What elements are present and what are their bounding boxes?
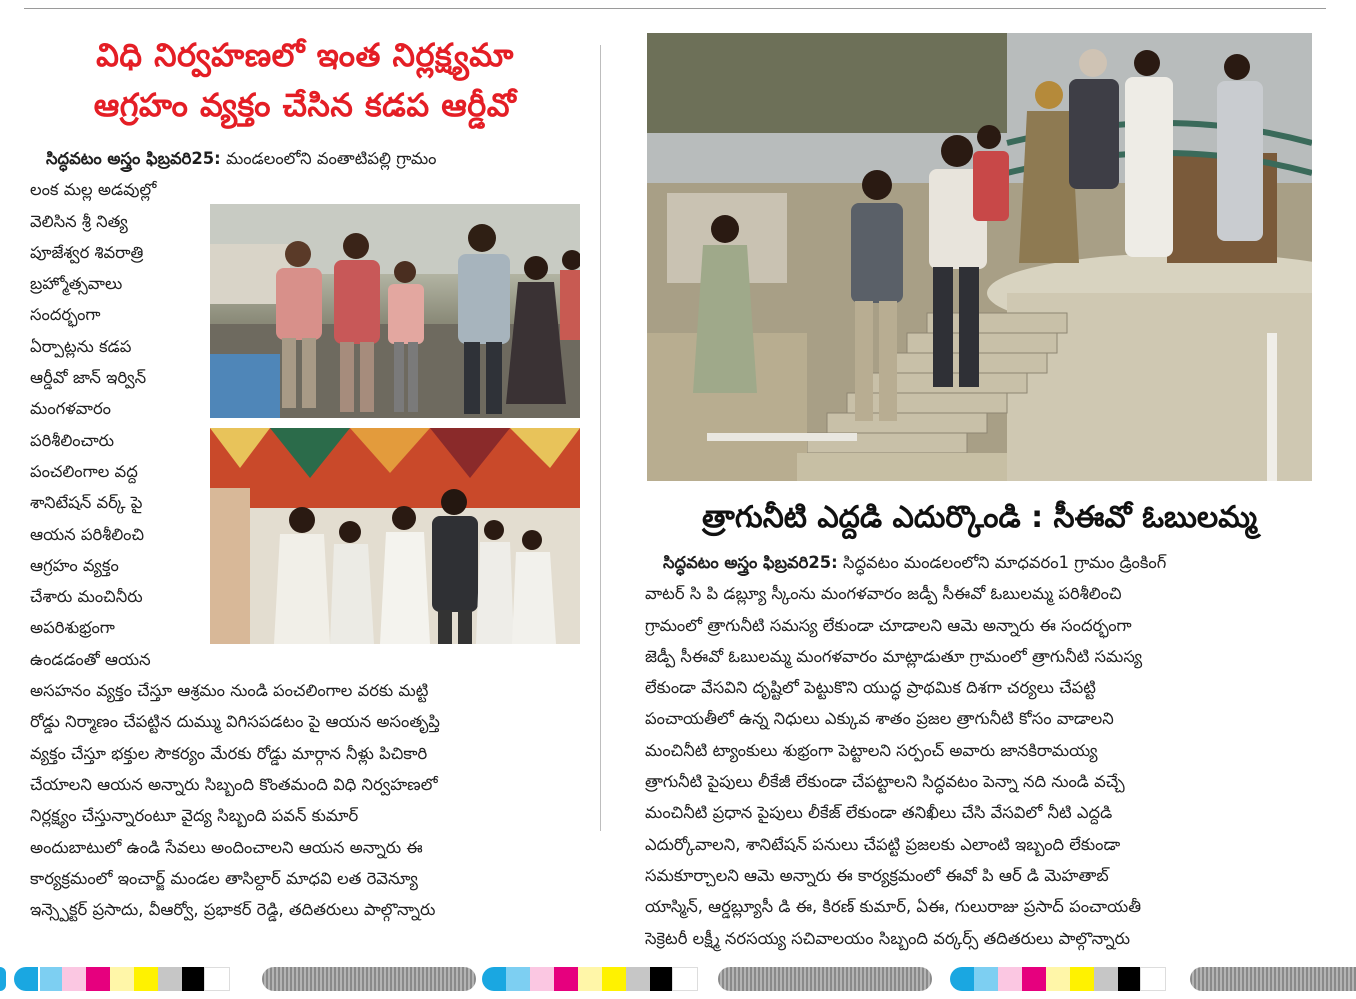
right-article-headline: త్రాగునీటి ఎద్దడి ఎదుర్కొండి : సీఈవో ఓబులమ్మ	[702, 500, 1257, 535]
left-body-line: సందర్భంగా	[30, 305, 101, 325]
left-body-line: ఆర్డీవో జాన్ ఇర్విన్	[30, 368, 147, 388]
right-body-line: పంచాయతీలో ఉన్న నిధులు ఎక్కువ శాతం ప్రజల త్రాగునీటి కోసం వాడాలని	[645, 709, 1114, 729]
right-body-line: యాస్మిన్, ఆర్డబ్ల్యూసీ డి ఈ, కిరణ్ కుమార్, ఏఈ, గులురాజు ప్రసాద్ పంచాయతీ	[645, 897, 1142, 917]
right-body-line: ఎదుర్కోవాలని, శానిటేషన్ పనులు చేపట్టి ప్రజలకు ఎలాంటి ఇబ్బంది లేకుండా	[645, 834, 1121, 854]
right-body-line: లేకుండా వేసవిని దృష్టిలో పెట్టుకొని యుద్ధ ప్రాథమిక దిశగా చర్యలు చేపట్టి	[645, 678, 1096, 698]
registration-swatch	[626, 967, 650, 991]
registration-swatch	[672, 967, 698, 991]
right-body-line: త్రాగునీటి పైపులు లీకేజీ లేకుండా చేపట్టాలని సిద్ధవటం పెన్నా నది నుండి వచ్చే	[645, 772, 1125, 792]
left-headline-line-1: విధి నిర్వహణలో ఇంత నిర్లక్ష్యమా	[96, 36, 514, 74]
registration-swatch	[204, 967, 230, 991]
registration-swatch	[650, 967, 672, 991]
left-body-line: ఉండడంతో ఆయన	[30, 649, 151, 669]
right-body-line: మంచినీటి ప్రధాన పైపులు లీకేజ్ లేకుండా తనిఖీలు చేసి వేసవిలో నీటి ఎద్దడి	[645, 803, 1113, 823]
left-body-line: శానిటేషన్ వర్క్ పై	[30, 493, 143, 513]
left-body-line: పంచలింగాల వద్ద	[30, 461, 138, 481]
left-body-line: మంగళవారం	[30, 399, 111, 419]
registration-swatch	[506, 967, 530, 991]
left-body-line: ఆయన పరిశీలించి	[30, 524, 145, 544]
left-body-line: వ్యక్తం చేస్తూ భక్తుల సౌకర్యం మేరకు రోడ్డు మార్గాన నీళ్లు పిచికారి	[30, 743, 428, 763]
registration-swatch	[1140, 967, 1166, 991]
right-body-line: జెడ్పీ సీఈవో ఓబులమ్మ మంగళవారం మాట్లాడుతూ గ్రామంలో త్రాగునీటి సమస్య	[645, 646, 1143, 666]
right-body-line: వాటర్ సి పి డబ్ల్యూ స్కీంను మంగళవారం జడ్పీ సీఈవో ఓబులమ్మ పరిశీలించి	[645, 584, 1122, 604]
left-body-line: చేయాలని ఆయన అన్నారు సిబ్బంది కొంతమంది విధి నిర్వహణలో	[30, 774, 438, 794]
registration-swatch	[110, 967, 134, 991]
left-body-line: నిర్లక్ష్యం చేస్తున్నారంటూ వైద్య సిబ్బంది పవన్ కుమార్	[30, 806, 359, 826]
registration-swatch	[1070, 967, 1094, 991]
registration-gray-strip	[718, 967, 932, 991]
right-body-line: సెక్రెటరీ లక్ష్మీ నరసయ్య సచివాలయం సిబ్బంది వర్కర్స్ తదితరులు పాల్గొన్నారు	[645, 928, 1131, 948]
registration-swatch	[62, 967, 86, 991]
water-tank-photo-illustration	[647, 33, 1312, 481]
registration-swatch	[530, 967, 554, 991]
left-body-line: వెలిసిన శ్రీ నిత్య	[30, 211, 128, 231]
inspection-photo-1-illustration	[210, 204, 580, 418]
right-body-first-line	[645, 547, 1313, 578]
left-first-line-text: మండలంలోని వంతాటిపల్లి గ్రామం	[220, 149, 437, 168]
registration-swatch	[86, 967, 110, 991]
registration-swatch	[1118, 967, 1140, 991]
medical-camp-photo-illustration	[210, 428, 580, 644]
registration-swatch	[554, 967, 578, 991]
left-body-line: చేశారు మంచినీరు	[30, 587, 143, 607]
right-first-line-text: సిద్ధవటం మండలంలోని మాధవరం1 గ్రామం డ్రింకింగ్	[837, 553, 1167, 572]
registration-swatch	[578, 967, 602, 991]
right-body-line: సమకూర్చాలని ఆమె అన్నారు ఈ కార్యక్రమంలో ఈవో పి ఆర్ డి మెహతాబ్	[645, 865, 1109, 885]
left-body-line: పూజేశ్వర శివరాత్రి	[30, 242, 144, 262]
left-body-line: ఏర్పాట్లను కడప	[30, 336, 132, 356]
left-body-line: అందుబాటులో ఉండి సేవలు అందించాలని ఆయన అన్నారు ఈ	[30, 837, 423, 857]
left-body-line: పరిశీలించారు	[30, 430, 115, 450]
water-tank-inspection-photo	[647, 33, 1312, 481]
left-body-line: ఇన్స్పెక్టర్ ప్రసాదు, వీఆర్వో, ప్రభాకర్ రెడ్డి, తదితరులు పాల్గొన్నారు	[30, 900, 436, 920]
top-rule	[24, 8, 1326, 9]
registration-swatch	[1094, 967, 1118, 991]
registration-swatch	[158, 967, 182, 991]
left-body-first-line	[30, 143, 590, 174]
registration-swatch	[134, 967, 158, 991]
color-registration-bar	[0, 967, 1356, 991]
left-body-line: రోడ్డు నిర్మాణం చేపట్టిన దుమ్ము విగిసపడటం పై ఆయన అసంతృప్తి	[30, 712, 440, 732]
left-body-line: లంక మల్ల అడవుల్లో	[30, 180, 157, 200]
registration-swatch	[602, 967, 626, 991]
registration-swatch	[974, 967, 998, 991]
left-body-line: అసహనం వ్యక్తం చేస్తూ ఆశ్రమం నుండి పంచలింగాల వరకు మట్టి	[30, 681, 429, 701]
registration-gray-strip	[1190, 967, 1356, 991]
column-divider	[600, 45, 601, 831]
registration-gray-strip	[262, 967, 476, 991]
right-dateline: సిద్ధవటం అస్త్రం ఫిబ్రవరి25:	[663, 553, 838, 572]
left-body-line: అపరిశుభ్రంగా	[30, 618, 115, 638]
left-body-line: బ్రహ్మోత్సవాలు	[30, 274, 123, 294]
registration-swatch	[182, 967, 204, 991]
inspection-photo-1	[210, 204, 580, 418]
left-headline-line-2: ఆగ్రహం వ్యక్తం చేసిన కడప ఆర్డీవో	[93, 86, 517, 124]
right-body-line: గ్రామంలో త్రాగునీటి సమస్య లేకుండా చూడాలని ఆమె అన్నారు ఈ సందర్భంగా	[645, 615, 1132, 635]
registration-swatch	[14, 967, 38, 991]
registration-swatch	[0, 967, 6, 991]
registration-swatch	[998, 967, 1022, 991]
right-article-body	[645, 547, 1313, 954]
right-body-line: మంచినీటి ట్యాంకులు శుభ్రంగా పెట్టాలని సర్పంచ్ అవారు జానకిరామయ్య	[645, 740, 1098, 760]
left-body-line: ఆగ్రహం వ్యక్తం	[30, 555, 119, 575]
left-article-headline	[20, 30, 590, 130]
registration-swatch	[1046, 967, 1070, 991]
medical-camp-photo	[210, 428, 580, 644]
registration-swatch	[482, 967, 506, 991]
registration-swatch	[950, 967, 974, 991]
left-dateline: సిద్ధవటం అస్త్రం ఫిబ్రవరి25:	[46, 149, 221, 168]
registration-swatch	[1022, 967, 1046, 991]
registration-swatch	[40, 967, 62, 991]
left-body-line: కార్యక్రమంలో ఇంచార్జ్ మండల తాసిల్దార్ మాధవి లత రెవెన్యూ	[30, 868, 418, 888]
